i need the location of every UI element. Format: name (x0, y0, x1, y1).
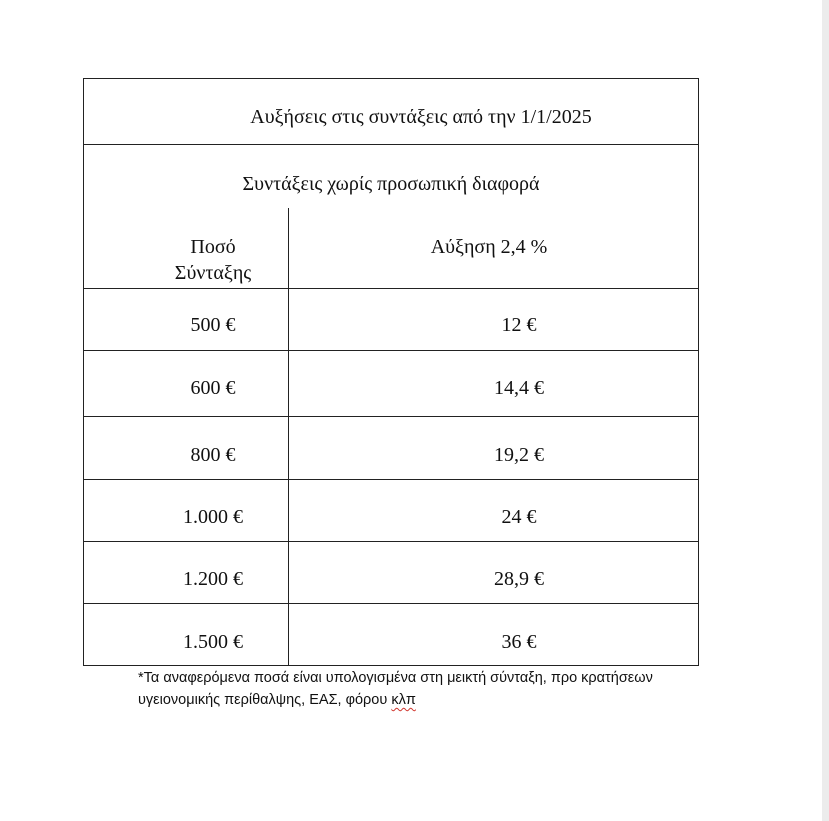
row-divider (83, 603, 699, 604)
footnote-line2 (138, 689, 738, 711)
row-divider (83, 288, 699, 289)
footnote-line1: *Τα αναφερόμενα ποσά είναι υπολογισμένα στη μεικτή σύνταξη, προ κρατήσεων (138, 670, 653, 686)
cell-increase: 14,4 € (494, 377, 544, 399)
row-divider (83, 479, 699, 480)
table-border-top (83, 78, 699, 79)
row-divider (83, 350, 699, 351)
cell-amount: 500 € (190, 314, 236, 336)
cell-increase: 24 € (501, 506, 537, 528)
header-pension-amount-line2: Σύνταξης (174, 262, 252, 284)
table-subtitle: Συντάξεις χωρίς προσωπική διαφορά (242, 173, 540, 195)
cell-increase: 36 € (501, 631, 537, 653)
header-increase: Αύξηση 2,4 % (430, 236, 548, 258)
header-pension-amount-line1: Ποσό (190, 236, 236, 258)
cell-amount: 1.000 € (183, 506, 243, 528)
cell-amount: 1.200 € (183, 568, 243, 590)
footnote (138, 667, 738, 711)
row-divider (83, 416, 699, 417)
spellcheck-marked-word: κλπ (391, 692, 416, 708)
table-title: Αυξήσεις στις συντάξεις από την 1/1/2025 (250, 106, 592, 128)
cell-amount: 600 € (190, 377, 236, 399)
row-divider (83, 541, 699, 542)
table-border-bottom (83, 665, 699, 666)
cell-increase: 19,2 € (494, 444, 544, 466)
cell-increase: 28,9 € (494, 568, 544, 590)
row-divider (83, 144, 699, 145)
cell-increase: 12 € (501, 314, 537, 336)
pension-increase-table (83, 78, 699, 666)
footnote-line2-text: υγειονομικής περίθαλψης, ΕΑΣ, φόρου (138, 692, 392, 708)
cell-amount: 800 € (190, 444, 236, 466)
page-edge (822, 0, 829, 821)
cell-amount: 1.500 € (183, 631, 243, 653)
